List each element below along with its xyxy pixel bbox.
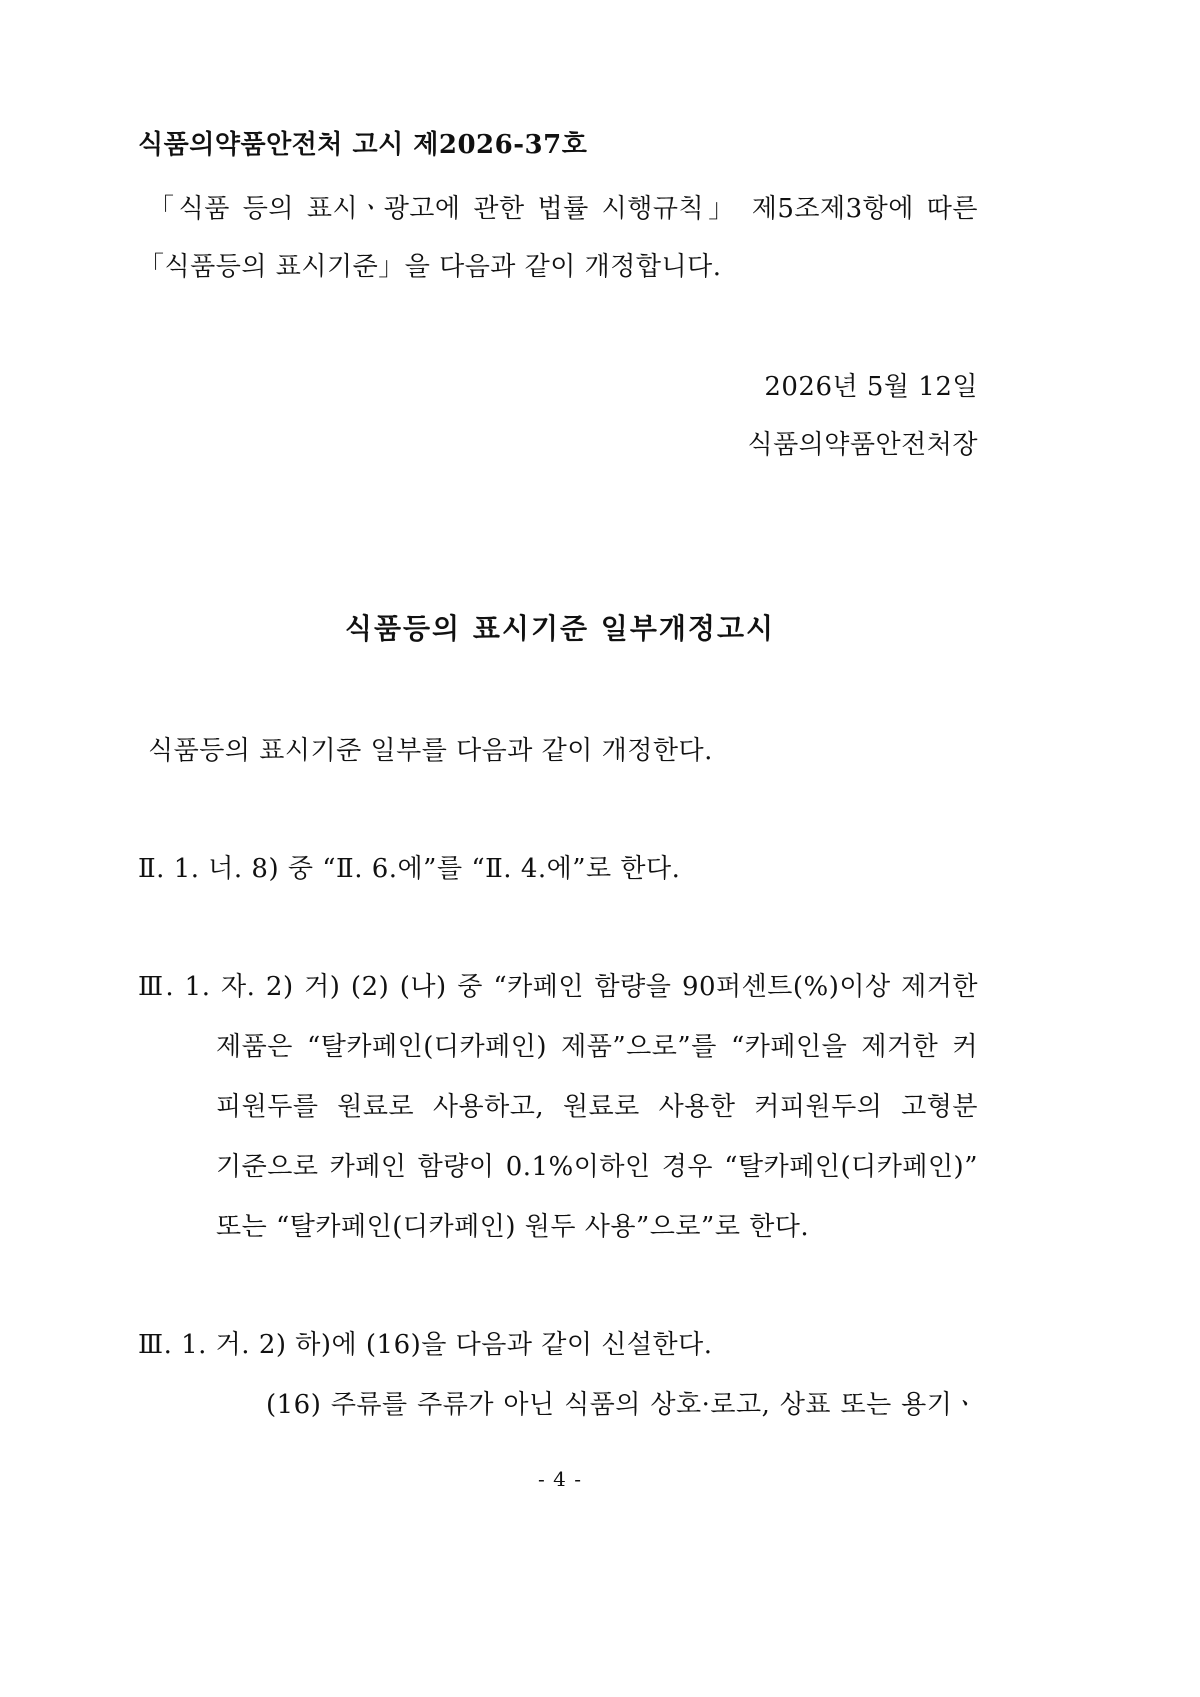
amendment-3-line-2: (16) 주류를 주류가 아닌 식품의 상호·로고, 상표 또는 용기ㆍ bbox=[266, 1390, 978, 1420]
notice-number: 식품의약품안전처 고시 제2026-37호 bbox=[138, 130, 588, 160]
amendment-2-line-3: 피원두를 원료로 사용하고, 원료로 사용한 커피원두의 고형분 bbox=[216, 1092, 978, 1122]
amendment-2-line-5: 또는 “탈카페인(디카페인) 원두 사용”으로”로 한다. bbox=[216, 1212, 810, 1242]
page-title: 식품등의 표시기준 일부개정고시 bbox=[344, 612, 776, 645]
issuer-name: 식품의약품안전처장 bbox=[747, 430, 978, 460]
amendment-2-line-1: Ⅲ. 1. 자. 2) 거) (2) (나) 중 “카페인 함량을 90퍼센트(%)이상 제거한 bbox=[138, 972, 978, 1002]
intro-text: 식품등의 표시기준 일부를 다음과 같이 개정한다. bbox=[148, 736, 713, 766]
amendment-2-line-2: 제품은 “탈카페인(디카페인) 제품”으로”를 “카페인을 제거한 커 bbox=[216, 1032, 978, 1062]
amendment-1-line-1: Ⅱ. 1. 너. 8) 중 “Ⅱ. 6.에”를 “Ⅱ. 4.에”로 한다. bbox=[138, 854, 681, 884]
page-number: - 4 - bbox=[538, 1467, 582, 1491]
amendment-2-line-4: 기준으로 카페인 함량이 0.1%이하인 경우 “탈카페인(디카페인)” bbox=[216, 1152, 978, 1182]
amendment-3-line-1: Ⅲ. 1. 거. 2) 하)에 (16)을 다음과 같이 신설한다. bbox=[138, 1330, 713, 1360]
preamble-line-1: 「식품 등의 표시ㆍ광고에 관한 법률 시행규칙」 제5조제3항에 따른 bbox=[148, 194, 978, 224]
preamble-line-2: 「식품등의 표시기준」을 다음과 같이 개정합니다. bbox=[138, 252, 722, 282]
issue-date: 2026년 5월 12일 bbox=[764, 372, 978, 402]
